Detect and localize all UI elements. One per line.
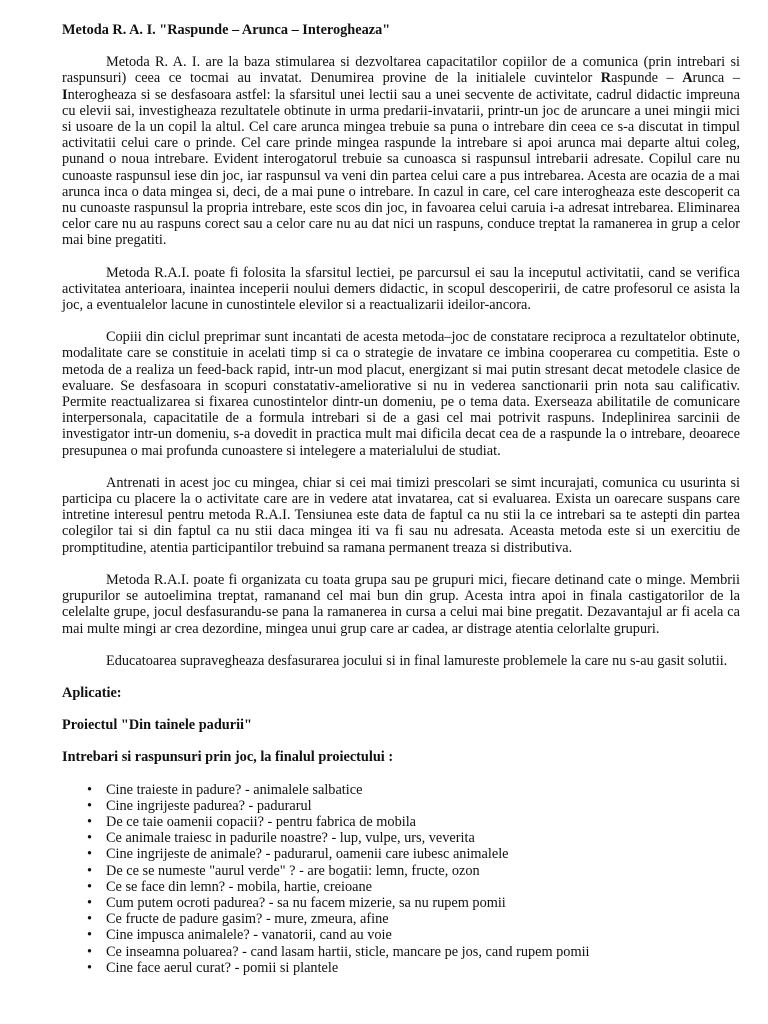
questions-list <box>62 782 740 976</box>
list-item: • Ce fructe de padure gasim? - mure, zmeura, afine <box>62 911 740 927</box>
list-item: • Cine face aerul curat? - pomii si plantele <box>62 960 740 976</box>
paragraph-1-rest: si se desfasoara astfel: la sfarsitul unei lectii sau a unei secvente de activitate, cadrul didactic impreuna cu elevii sai, investigheaza rezultatele obtinute in urma predarii-invatarii, printr-un joc de aruncare a unei mingii mici si usoare de la un copil la altul. Cel care arunca mingea trebuie sa puna o intrebare din ceea ce s-a discutat in timpul activitatii celui care o prinde. Cel care prinde mingea raspunde la intrebare si apoi arunca mai departe altui coleg, punand o noua intrebare. Evident interogatorul trebuie sa cunoasca si raspunsul intrebarii adresate. Copilul care nu cunoaste raspunsul iese din joc, iar raspunsul va veni din partea celui care a pus intrebarea. Acesta are ocazia de a mai arunca inca o data mingea si, deci, de a mai pune o intrebare. In cazul in care, cel care interogheaza este descoperit ca nu cunoaste raspunsul la propria intrebare, este scos din joc, in favoarea celui caruia i-a adresat intrebarea. Eliminarea celor care nu au raspuns corect sau a celor care nu au dat nici un raspuns, conduce treptat la ramanerea in grup a celor mai bine pregatiti. <box>62 86 740 249</box>
project-title: Proiectul "Din tainele padurii" <box>62 717 252 734</box>
list-item: • Cine ingrijeste de animale? - padurarul, oamenii care iubesc animalele <box>62 846 740 862</box>
initial-r: R <box>600 70 612 87</box>
paragraph-4: Antrenati in acest joc cu mingea, chiar si cei mai timizi prescolari se simt incurajati, comunica cu usurinta si participa cu placere la o activitate care are in vedere atat invatarea, cat si evaluarea. Exista un oarecare suspans care intretine interesul pentru metoda R.A.I. Tensiunea este data de faptul ca nu stii la ce intrebari sa te astepti din partea colegilor tai si din faptul ca nu stii daca mingea iti va fi sau nu adresata. Aceasta metoda este si un exercitiu de promptitudine, atentia participantilor trebuind sa ramana permanent treaza si distributiva. <box>62 474 740 556</box>
list-item: • Cine ingrijeste padurea? - padurarul <box>62 798 740 814</box>
list-item: • Cum putem ocroti padurea? - sa nu facem mizerie, sa nu rupem pomii <box>62 895 740 911</box>
document-page <box>62 22 740 976</box>
list-item: • Ce animale traiesc in padurile noastre? - lup, vulpe, urs, veverita <box>62 830 740 846</box>
aplicatie-heading: Aplicatie: <box>62 684 122 701</box>
list-item: • De ce se numeste "aurul verde" ? - are bogatii: lemn, fructe, ozon <box>62 863 740 879</box>
paragraph-2: Metoda R.A.I. poate fi folosita la sfarsitul lectiei, pe parcursul ei sau la inceputul activitatii, cand se verifica activitatea anterioara, inaintea inceperii noului demers didactic, in scopul descoperirii, de catre profesorul ce asista la joc, a eventualelor lacune in cunostintele elevilor si a reactualizarii ideilor-ancora. <box>62 264 740 314</box>
word-arunca: runca – <box>692 70 740 87</box>
paragraph-3: Copiii din ciclul preprimar sunt incantati de acesta metoda–joc de constatare reciproca a rezultatelor obtinute, modalitate care se constituie in acelati timp si ca o strategie de invatare ce imbina cooperarea cu competitia. Este o metoda de a realiza un feed-back rapid, intr-un mod placut, energizant si mai putin stresant decat metodele clasice de evaluare. Se desfasoara in scopuri constatativ-ameliorative si nu in vederea sanctionarii prin nota sau calificativ. Permite reactualizarea si fixarea cunostintelor dintr-un domeniu, pe o tema data. Exerseaza abilitatile de comunicare interpersonala, capacitatile de a formula intrebari si de a gasi cel mai potrivit raspuns. Indeplinirea sarcinii de investigator intr-un domeniu, s-a dovedit in practica mult mai dificila decat cea de a raspunde la o intrebare, deoarece presupunea o mai profunda cunoastere si intelegere a materialului de studiat. <box>62 329 740 459</box>
list-item: • Cine impusca animalele? - vanatorii, cand au voie <box>62 927 740 943</box>
paragraph-1 <box>62 54 740 248</box>
list-item: • De ce taie oamenii copacii? - pentru fabrica de mobila <box>62 814 740 830</box>
paragraph-6: Educatoarea supravegheaza desfasurarea jocului si in final lamureste problemele la care nu s-au gasit solutii. <box>106 652 728 669</box>
word-interogheaza: nterogheaza <box>67 86 137 103</box>
paragraph-1-intro: Metoda R. A. I. are la baza stimularea si dezvoltarea capacitatilor copiilor de a comunica (prin intrebari si raspunsuri) ceea ce tocmai au invatat. Denumirea provine de la initialele cuvintelor <box>62 54 740 87</box>
word-raspunde: aspunde – <box>611 70 683 87</box>
list-item: • Ce se face din lemn? - mobila, hartie, creioane <box>62 879 740 895</box>
list-item: • Ce inseamna poluarea? - cand lasam hartii, sticle, mancare pe jos, cand rupem pomii <box>62 944 740 960</box>
paragraph-5: Metoda R.A.I. poate fi organizata cu toata grupa sau pe grupuri mici, fiecare detinand cate o minge. Membrii grupurilor se autoelimina treptat, ramanand cel mai bun din grup. Acesta intra apoi in finala castigatorilor de la celelalte grupe, jocul desfasurandu-se pana la ramanerea in cursa a celui mai bine pregatit. Dezavantajul ar fi acela ca mai multe mingi ar crea dezordine, mingea unui grup care ar cadea, ar distrage atentia celorlalte grupuri. <box>62 571 740 637</box>
questions-heading: Intrebari si raspunsuri prin joc, la finalul proiectului : <box>62 749 394 766</box>
list-item: • Cine traieste in padure? - animalele salbatice <box>62 782 740 798</box>
document-title: Metoda R. A. I. "Raspunde – Arunca – Interogheaza" <box>62 22 391 38</box>
initial-i: I <box>62 86 68 103</box>
initial-a: A <box>682 70 693 87</box>
